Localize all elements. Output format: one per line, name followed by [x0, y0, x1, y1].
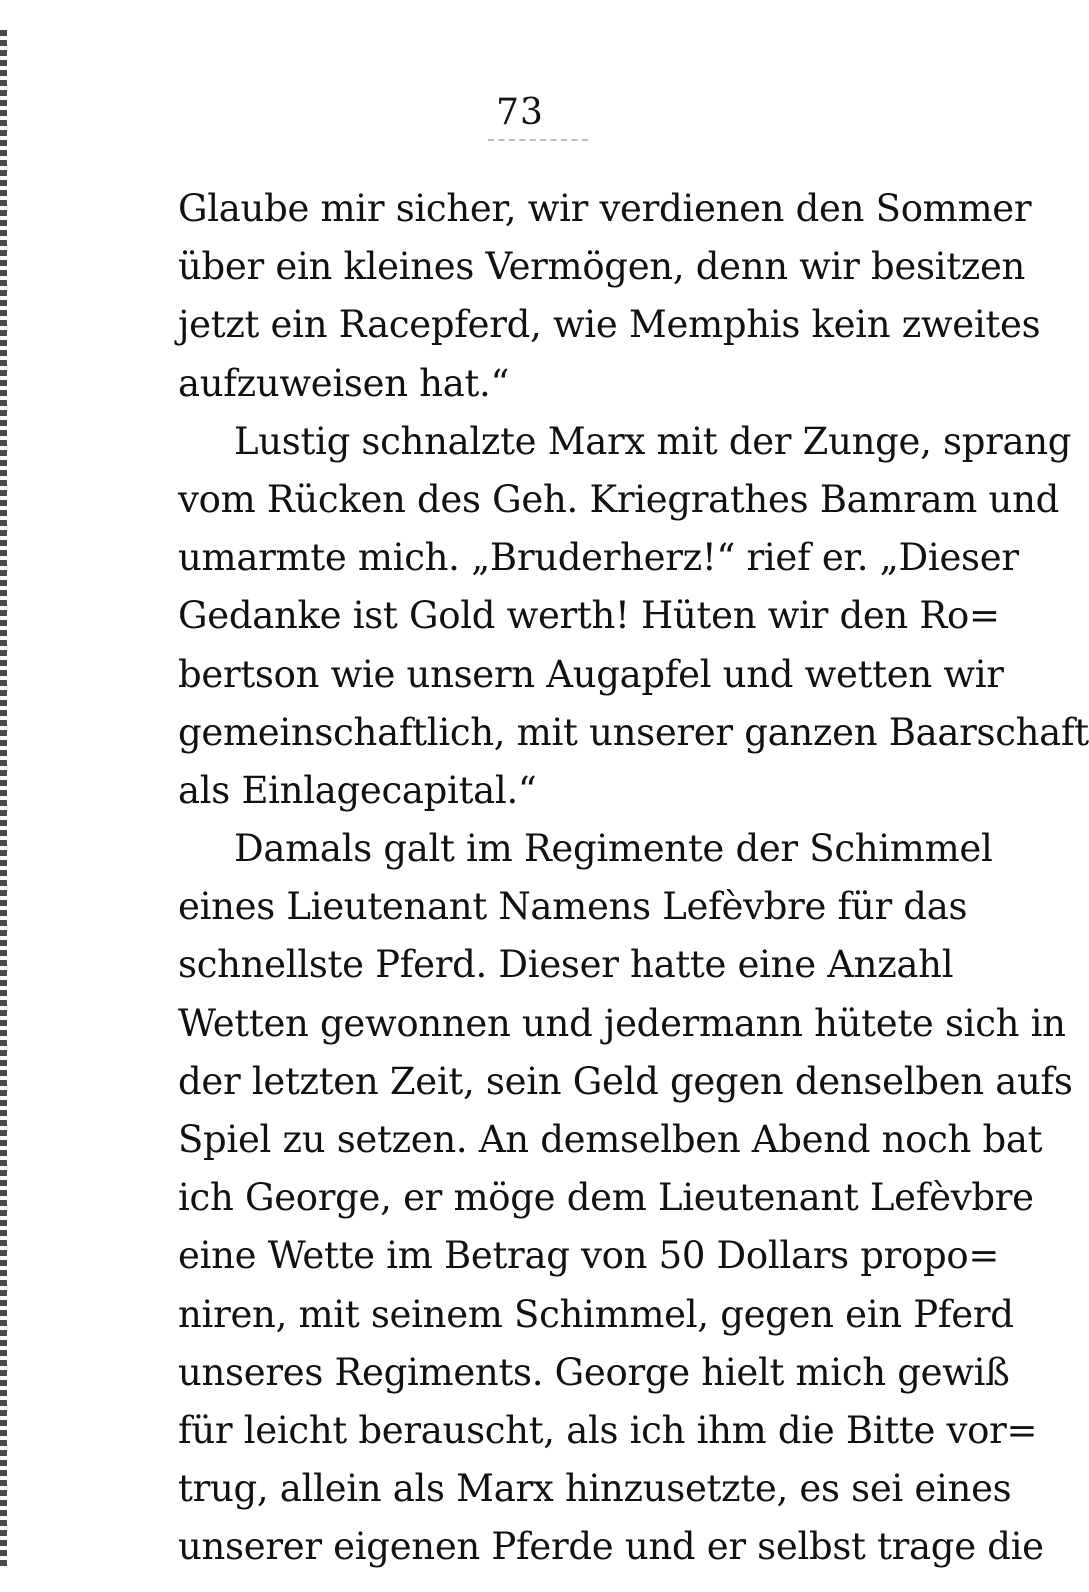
text-line: gemeinschaftlich, mit unserer ganzen Baarschaft [178, 710, 1089, 754]
text-line: unserer eigenen Pferde und er selbst trage die [178, 1525, 1044, 1569]
text-line: schnellste Pferd. Dieser hatte eine Anzahl [178, 943, 954, 987]
text-line: unseres Regiments. George hielt mich gewiß [178, 1350, 1010, 1394]
text-line: ich George, er möge dem Lieutenant Lefèvbre [178, 1176, 1034, 1220]
text-line: eines Lieutenant Namens Lefèvbre für das [178, 885, 968, 929]
text-line: vom Rücken des Geh. Kriegrathes Bamram und [178, 477, 1059, 521]
text-line: bertson wie unsern Augapfel und wetten wir [178, 652, 1004, 696]
text-line: trug, allein als Marx hinzusetzte, es sei eines [178, 1467, 1012, 1511]
text-line: Damals galt im Regimente der Schimmel [234, 827, 993, 871]
text-line: Wetten gewonnen und jedermann hütete sich in [178, 1001, 1066, 1045]
header-rule [488, 139, 588, 141]
page-number: 73 [496, 92, 544, 133]
text-line: als Einlagecapital.“ [178, 768, 537, 812]
body-text [178, 180, 1089, 1577]
text-line: Glaube mir sicher, wir verdienen den Sommer [178, 187, 1032, 230]
text-line: über ein kleines Vermögen, denn wir besitzen [178, 245, 1026, 289]
text-line: der letzten Zeit, sein Geld gegen denselben aufs [178, 1059, 1073, 1103]
text-line: für leicht berauscht, als ich ihm die Bitte vor= [178, 1408, 1038, 1452]
text-line: Gedanke ist Gold werth! Hüten wir den Ro= [178, 594, 1000, 638]
page-edge-shadow [0, 30, 7, 1570]
text-line: eine Wette im Betrag von 50 Dollars propo= [178, 1234, 1000, 1278]
text-line: Spiel zu setzen. An demselben Abend noch bat [178, 1118, 1043, 1161]
text-line: aufzuweisen hat.“ [178, 361, 510, 405]
text-line: umarmte mich. „Bruderherz!“ rief er. „Dieser [178, 536, 1019, 580]
text-line: niren, mit seinem Schimmel, gegen ein Pferd [178, 1292, 1014, 1336]
text-line: jetzt ein Racepferd, wie Memphis kein zweites [178, 303, 1041, 347]
text-line: Lustig schnalzte Marx mit der Zunge, sprang [234, 419, 1072, 463]
